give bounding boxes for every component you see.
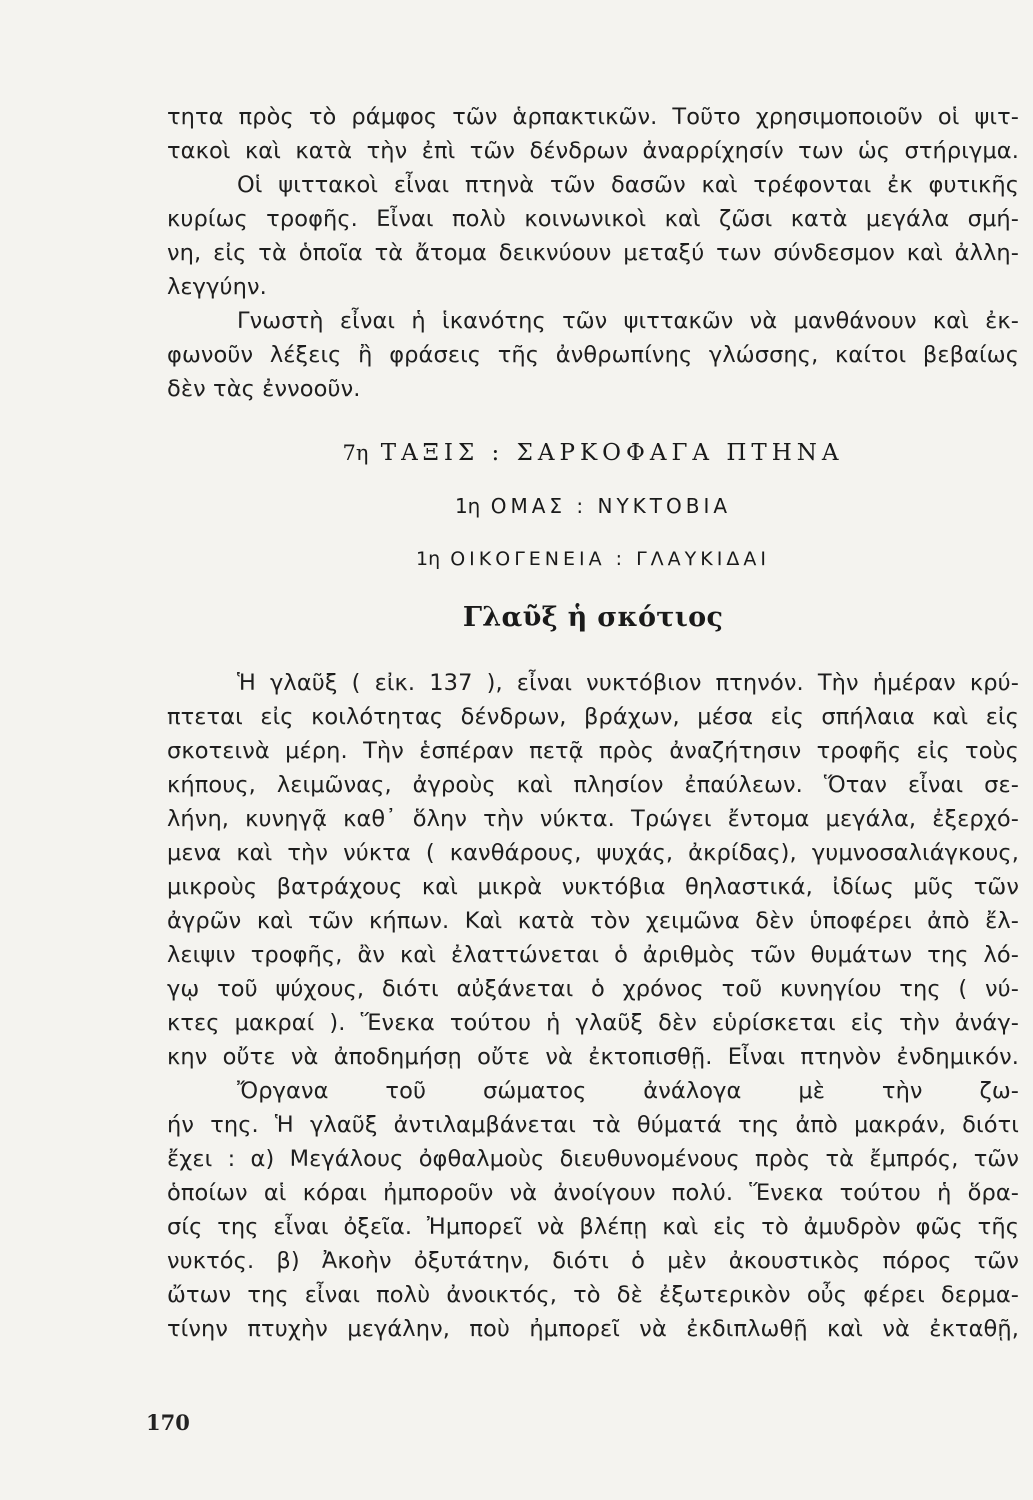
- order-name: ΣΑΡΚΟΦΑΓΑ ΠΤΗΝΑ: [516, 440, 844, 466]
- text-line: τακοὶ καὶ κατὰ τὴν ἐπὶ τῶν δένδρων ἀναρρίχησίν των ὡς στήριγμα.: [167, 138, 1019, 164]
- text-line: πτεται εἰς κοιλότητας δένδρων, βράχων, μέσα εἰς σπήλαια καὶ εἰς: [167, 704, 1019, 730]
- order-heading: [167, 440, 1019, 466]
- order-label: ΤΑΞΙΣ :: [380, 440, 505, 466]
- group-heading: [167, 494, 1019, 518]
- text-line: Ἡ γλαῦξ ( εἰκ. 137 ), εἶναι νυκτόβιον πτηνόν. Τὴν ἡμέραν κρύ-: [237, 670, 1019, 696]
- text-line: τίνην πτυχὴν μεγάλην, ποὺ ἠμπορεῖ νὰ ἐκδιπλωθῇ καὶ νὰ ἐκταθῇ,: [167, 1316, 1019, 1342]
- group-name: ΝΥΚΤΟΒΙΑ: [597, 494, 732, 518]
- text-line: κυρίως τροφῆς. Εἶναι πολὺ κοινωνικοὶ καὶ ζῶσι κατὰ μεγάλα σμή-: [167, 206, 1019, 232]
- text-line: Οἱ ψιττακοὶ εἶναι πτηνὰ τῶν δασῶν καὶ τρέφονται ἐκ φυτικῆς: [237, 172, 1019, 198]
- text-line: τητα πρὸς τὸ ράμφος τῶν ἁρπακτικῶν. Τοῦτο χρησιμοποιοῦν οἱ ψιτ-: [167, 104, 1019, 130]
- text-line: μενα καὶ τὴν νύκτα ( κανθάρους, ψυχάς, ἀκρίδας), γυμνοσαλιάγκους,: [167, 840, 1019, 866]
- text-line: κην οὔτε νὰ ἀποδημήσῃ οὔτε νὰ ἐκτοπισθῇ. Εἶναι πτηνὸν ἐνδημικόν.: [167, 1044, 1019, 1070]
- family-label: ΟΙΚΟΓΕΝΕΙΑ :: [450, 548, 627, 570]
- paragraphs-parrots: [167, 100, 1019, 406]
- family-name: ΓΛΑΥΚΙΔΑΙ: [636, 548, 770, 570]
- text-line: νυκτός. β) Ἀκοὴν ὀξυτάτην, διότι ὁ μὲν ἀκουστικὸς πόρος τῶν: [167, 1248, 1019, 1274]
- group-label: ΟΜΑΣ :: [490, 494, 588, 518]
- section-title: Γλαῦξ ἡ σκότιος: [462, 602, 724, 633]
- text-line: ὤτων της εἶναι πολὺ ἀνοικτός, τὸ δὲ ἐξωτερικὸν οὖς φέρει δερμα-: [167, 1282, 1019, 1308]
- text-line: λειψιν τροφῆς, ἂν καὶ ἐλαττώνεται ὁ ἀριθμὸς τῶν θυμάτων της λό-: [167, 942, 1019, 968]
- text-line: σίς της εἶναι ὀξεῖα. Ἠμπορεῖ νὰ βλέπῃ καὶ εἰς τὸ ἀμυδρὸν φῶς τῆς: [167, 1214, 1019, 1240]
- text-line: Ὄργανα τοῦ σώματος ἀνάλογα μὲ τὴν ζω-: [237, 1078, 1019, 1104]
- text-line: ήν της. Ἡ γλαῦξ ἀντιλαμβάνεται τὰ θύματά της ἀπὸ μακράν, διότι: [167, 1112, 1019, 1138]
- text-line: κτες μακραί ). Ἕνεκα τούτου ἡ γλαῦξ δὲν εὑρίσκεται εἰς τὴν ἀνάγ-: [167, 1010, 1019, 1036]
- paragraphs-owl: [167, 666, 1019, 1346]
- text-line: γῳ τοῦ ψύχους, διότι αὐξάνεται ὁ χρόνος τοῦ κυνηγίου της ( νύ-: [167, 976, 1019, 1002]
- text-line: μικροὺς βατράχους καὶ μικρὰ νυκτόβια θηλαστικά, ἰδίως μῦς τῶν: [167, 874, 1019, 900]
- text-line: Γνωστὴ εἶναι ἡ ἱκανότης τῶν ψιττακῶν νὰ μανθάνουν καὶ ἐκ-: [237, 308, 1019, 334]
- text-line: λεγγύην.: [167, 274, 267, 300]
- page-number: 170: [146, 1410, 190, 1435]
- text-line: φωνοῦν λέξεις ἢ φράσεις τῆς ἀνθρωπίνης γλώσσης, καίτοι βεβαίως: [167, 342, 1019, 368]
- family-number: 1η: [416, 548, 441, 570]
- family-heading: [167, 548, 1019, 570]
- order-number: 7η: [342, 441, 369, 465]
- text-line: κήπους, λειμῶνας, ἀγροὺς καὶ πλησίον ἐπαύλεων. Ὅταν εἶναι σε-: [167, 772, 1019, 798]
- text-line: σκοτεινὰ μέρη. Τὴν ἑσπέραν πετᾷ πρὸς ἀναζήτησιν τροφῆς εἰς τοὺς: [167, 738, 1019, 764]
- text-line: ὁποίων αἱ κόραι ἠμποροῦν νὰ ἀνοίγουν πολύ. Ἕνεκα τούτου ἡ ὅρα-: [167, 1180, 1019, 1206]
- group-number: 1η: [454, 494, 481, 518]
- text-line: λήνη, κυνηγᾷ καθ᾽ ὅλην τὴν νύκτα. Τρώγει ἔντομα μεγάλα, ἐξερχό-: [167, 806, 1019, 832]
- text-line: δὲν τὰς ἐννοοῦν.: [167, 376, 361, 402]
- text-line: νη, εἰς τὰ ὁποῖα τὰ ἄτομα δεικνύουν μεταξύ των σύνδεσμον καὶ ἀλλη-: [167, 240, 1019, 266]
- text-line: ἀγρῶν καὶ τῶν κήπων. Καὶ κατὰ τὸν χειμῶνα δὲν ὑποφέρει ἀπὸ ἔλ-: [167, 908, 1019, 934]
- text-line: ἔχει : α) Μεγάλους ὀφθαλμοὺς διευθυνομένους πρὸς τὰ ἔμπρός, τῶν: [167, 1146, 1019, 1172]
